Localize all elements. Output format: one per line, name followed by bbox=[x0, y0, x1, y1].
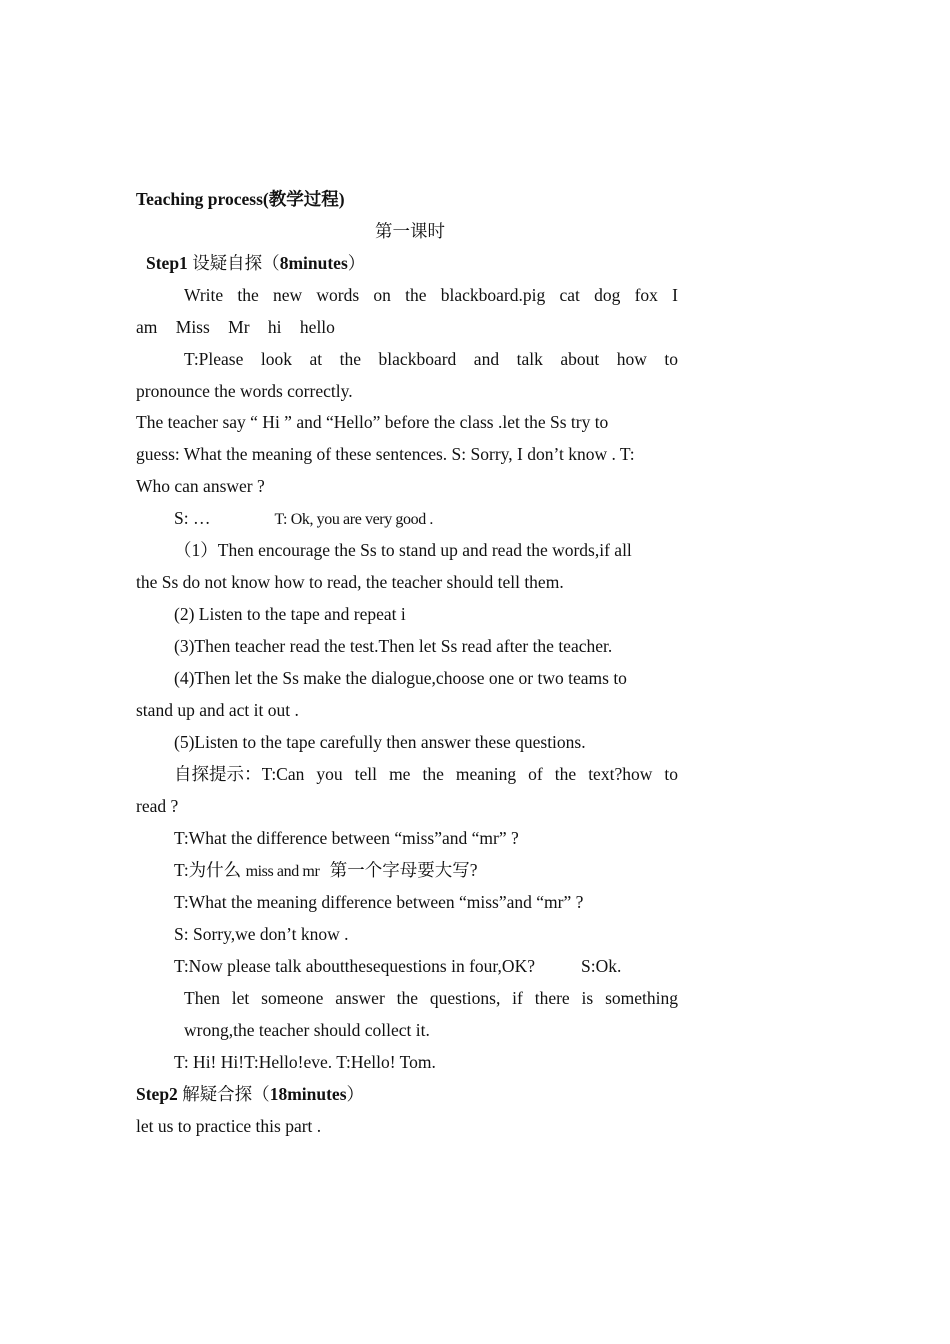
hint-continuation: read ? bbox=[136, 796, 179, 816]
step2-minutes: 18minutes bbox=[269, 1084, 347, 1104]
question-line bbox=[174, 950, 678, 982]
hint-line bbox=[174, 758, 678, 790]
answer-ok: S:Ok. bbox=[580, 956, 622, 976]
heading: Teaching process(教学过程) bbox=[136, 189, 345, 209]
closing-line: let us to practice this part . bbox=[136, 1116, 322, 1136]
question-words: miss and mr bbox=[245, 863, 320, 880]
question-text: T:Now please talk aboutthesequestions in four,OK? bbox=[174, 956, 535, 976]
dialogue-student: S: … bbox=[174, 508, 211, 528]
step-item: (3)Then teacher read the test.Then let Ss read after the teacher. bbox=[174, 636, 613, 656]
question-line: T:What the meaning difference between “miss”and “mr” ? bbox=[174, 892, 584, 912]
step1-heading bbox=[146, 247, 678, 279]
paragraph-line: pronounce the words correctly. bbox=[136, 381, 353, 401]
answer-line: S: Sorry,we don’t know . bbox=[174, 924, 349, 944]
step2-heading bbox=[136, 1078, 678, 1110]
step2-close: ） bbox=[346, 1084, 364, 1104]
paragraph-line: The teacher say “ Hi ” and “Hello” before the class .let the Ss try to bbox=[136, 412, 609, 432]
step-item: (5)Listen to the tape carefully then answer these questions. bbox=[174, 732, 586, 752]
step-item-continuation: the Ss do not know how to read, the teacher should tell them. bbox=[136, 572, 564, 592]
question-line bbox=[174, 854, 678, 886]
step1-title: 设疑自探（ bbox=[192, 253, 280, 273]
paragraph-line: T:Please look at the blackboard and talk about how to bbox=[184, 349, 678, 369]
instruction-line: Then let someone answer the questions, if there is something bbox=[184, 988, 678, 1008]
step2-label: Step2 bbox=[136, 1084, 178, 1104]
greeting-line: T: Hi! Hi!T:Hello!eve. T:Hello! Tom. bbox=[174, 1052, 436, 1072]
step1-label: Step1 bbox=[146, 253, 188, 273]
paragraph-line: am Miss Mr hi hello bbox=[136, 317, 335, 337]
step2-title: 解疑合探（ bbox=[182, 1084, 270, 1104]
paragraph-line: guess: What the meaning of these sentences. S: Sorry, I don’t know . T: bbox=[136, 444, 635, 464]
dialogue-teacher: T: Ok, you are very good . bbox=[274, 511, 434, 528]
dialogue-line bbox=[174, 502, 678, 534]
step-item-continuation: stand up and act it out . bbox=[136, 700, 299, 720]
step1-close: ） bbox=[347, 253, 366, 273]
step-item: (4)Then let the Ss make the dialogue,choose one or two teams to bbox=[174, 668, 627, 688]
lesson-title: 第一课时 bbox=[375, 221, 445, 241]
question-suffix: 第一个字母要大写? bbox=[329, 860, 478, 880]
instruction-line: wrong,the teacher should collect it. bbox=[184, 1020, 430, 1040]
question-prefix: T:为什么 bbox=[174, 860, 242, 880]
paragraph-line: Who can answer ? bbox=[136, 476, 265, 496]
step-item: (2) Listen to the tape and repeat i bbox=[174, 604, 406, 624]
question-line: T:What the difference between “miss”and “mr” ? bbox=[174, 828, 519, 848]
step-item: （1）Then encourage the Ss to stand up and read the words,if all bbox=[174, 540, 632, 560]
paragraph-line: Write the new words on the blackboard.pig cat dog fox I bbox=[184, 285, 678, 305]
hint-prefix: 自探提示： bbox=[174, 764, 262, 784]
hint-text: T:Can you tell me the meaning of the text?how to bbox=[261, 764, 678, 784]
step1-minutes: 8minutes bbox=[279, 253, 348, 273]
